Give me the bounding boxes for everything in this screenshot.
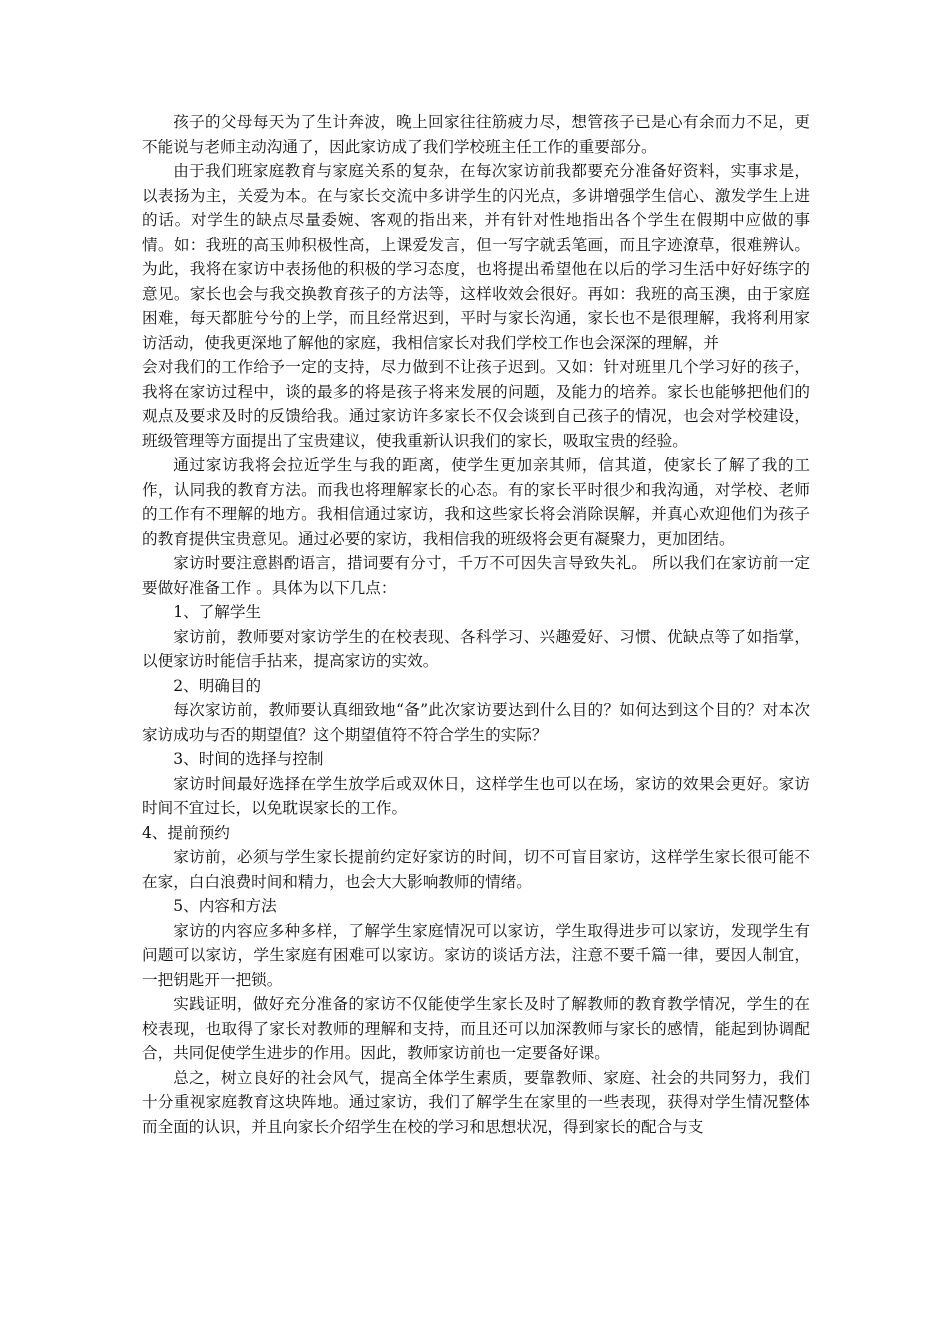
paragraph-benefits: 通过家访我将会拉近学生与我的距离，使学生更加亲其师，信其道，使家长了解了我的工作，认同我的教育方法。而我也将理解家长的心态。有的家长平时很少和我沟通，对学校、老师的工作有不理解的地方。我相信通过家访，我和这些家长将会消除误解，并真心欢迎他们为孩子的教育提供宝贵意见。通过必要的家访，我相信我的班级将会更有凝聚力，更加团结。	[142, 456, 810, 548]
section-heading-5: 5、内容和方法	[173, 897, 277, 915]
section-heading-4: 4、提前预约	[142, 823, 230, 842]
section-heading-2: 2、明确目的	[173, 676, 262, 695]
paragraph-section-1: 家访前，教师要对家访学生的在校表现、各科学习、兴趣爱好、习惯、优缺点等了如指掌，以便家访时能信手拈来，提高家访的实效。	[142, 627, 810, 670]
paragraph-section-2: 每次家访前，教师要认真细致地“备”此次家访要达到什么目的？如何达到这个目的？对本次家访成功与否的期望值？这个期望值符不符合学生的实际？	[142, 701, 810, 744]
paragraph-intro: 孩子的父母每天为了生计奔波，晚上回家往往筋疲力尽，想管孩子已是心有余而力不足，更不能说与老师主动沟通了，因此家访成了我们学校班主任工作的重要部分。	[142, 113, 810, 156]
document-body	[142, 110, 810, 1139]
paragraph-continuation: 会对我们的工作给予一定的支持，尽力做到不让孩子迟到。又如：针对班里几个学习好的孩子，我将在家访过程中，谈的最多的将是孩子将来发展的问题，及能力的培养。家长也能够把他们的观点及要求及时的反馈给我。通过家访许多家长不仅会谈到自己孩子的情况，也会对学校建设，班级管理等方面提出了宝贵建议，使我重新认识我们的家长，吸取宝贵的经验。	[142, 358, 810, 450]
paragraph-practice: 实践证明，做好充分准备的家访不仅能使学生家长及时了解教师的教育教学情况，学生的在校表现，也取得了家长对教师的理解和支持，而且还可以加深教师与家长的感情，能起到协调配合，共同促使学生进步的作用。因此，教师家访前也一定要备好课。	[142, 995, 810, 1062]
section-heading-3: 3、时间的选择与控制	[173, 750, 324, 768]
paragraph-conclusion: 总之，树立良好的社会风气，提高全体学生素质，要靠教师、家庭、社会的共同努力，我们十分重视家庭教育这块阵地。通过家访，我们了解学生在家里的一些表现，获得对学生情况整体而全面的认识，并且向家长介绍学生在校的学习和思想状况，得到家长的配合与支	[142, 1068, 810, 1136]
paragraph-section-5: 家访的内容应多种多样，了解学生家庭情况可以家访，学生取得进步可以家访，发现学生有问题可以家访，学生家庭有困难可以家访。家访的谈话方法，注意不要千篇一律，要因人制宜，一把钥匙开一把锁。	[142, 921, 810, 989]
paragraph-language: 家访时要注意斟酌语言，措词要有分寸，千万不可因失言导致失礼。 所以我们在家访前一定要做好准备工作 。具体为以下几点：	[142, 554, 810, 597]
section-heading-1: 1、了解学生	[173, 603, 262, 621]
paragraph-preparation: 由于我们班家庭教育与家庭关系的复杂，在每次家访前我都要充分准备好资料，实事求是，以表扬为主，关爱为本。在与家长交流中多讲学生的闪光点，多讲增强学生信心、激发学生上进的话。对学生的缺点尽量委婉、客观的指出来，并有针对性地指出各个学生在假期中应做的事情。如：我班的高玉帅积极性高，上课爱发言，但一写字就丢笔画，而且字迹潦草，很难辨认。为此，我将在家访中表扬他的积极的学习态度，也将提出希望他在以后的学习生活中好好练字的意见。家长也会与我交换教育孩子的方法等，这样收效会很好。再如：我班的高玉澳，由于家庭困难，每天都脏兮兮的上学，而且经常迟到，平时与家长沟通，家长也不是很理解，我将利用家访活动，使我更深地了解他的家庭，我相信家长对我们学校工作也会深深的理解，并	[142, 162, 810, 352]
paragraph-section-3: 家访时间最好选择在学生放学后或双休日，这样学生也可以在场，家访的效果会更好。家访时间不宜过长，以免耽误家长的工作。	[142, 774, 810, 817]
paragraph-section-4: 家访前，必须与学生家长提前约定好家访的时间，切不可盲目家访，这样学生家长很可能不在家，白白浪费时间和精力，也会大大影响教师的情绪。	[142, 848, 810, 891]
